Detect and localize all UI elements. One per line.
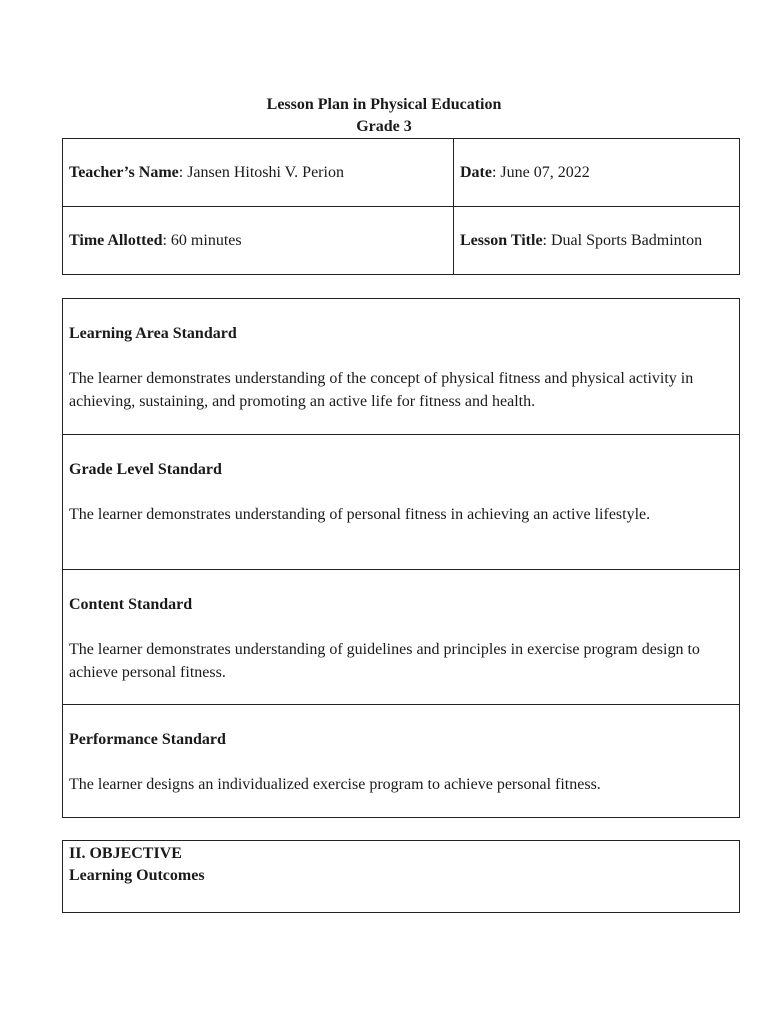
standards-table	[62, 298, 740, 818]
standard-text: The learner designs an individualized exercise program to achieve personal fitness.	[69, 776, 601, 793]
lesson-info-table	[62, 138, 740, 275]
objective-row	[63, 841, 740, 913]
standard-heading: Content Standard	[69, 596, 193, 613]
standard-row	[63, 299, 740, 435]
standard-row	[63, 435, 740, 570]
content-standard-cell	[63, 570, 740, 705]
time-allotted-label: Time Allotted	[69, 231, 163, 249]
standard-row	[63, 570, 740, 705]
date-label: Date	[460, 163, 492, 181]
standard-heading: Performance Standard	[69, 731, 226, 748]
teacher-name-cell	[63, 139, 454, 207]
learning-outcomes-heading: Learning Outcomes	[69, 867, 205, 884]
standard-row	[63, 705, 740, 818]
objective-heading: II. OBJECTIVE	[69, 845, 182, 862]
objective-cell	[63, 841, 740, 913]
standard-text: The learner demonstrates understanding of the concept of physical fitness and physical activity in achieving, sustaining, and promoting an active life for fitness and health.	[69, 370, 694, 410]
lesson-title-label: Lesson Title	[460, 231, 543, 249]
lesson-title-value: : Dual Sports Badminton	[542, 231, 703, 249]
learning-area-standard-cell	[63, 299, 740, 435]
grade-level-standard-cell	[63, 435, 740, 570]
lesson-title-cell	[454, 207, 740, 275]
time-allotted-cell	[63, 207, 454, 275]
time-allotted-value: : 60 minutes	[162, 231, 242, 249]
info-row	[63, 139, 740, 207]
grade-label: Grade 3	[356, 118, 412, 135]
teacher-name-label: Teacher’s Name	[69, 163, 179, 181]
objective-table	[62, 840, 740, 913]
teacher-name-value: : Jansen Hitoshi V. Perion	[178, 163, 344, 181]
date-value: : June 07, 2022	[491, 163, 590, 181]
info-row	[63, 207, 740, 275]
document-title: Lesson Plan in Physical Education	[266, 96, 502, 113]
standard-text: The learner demonstrates understanding of personal fitness in achieving an active lifestyle.	[69, 506, 651, 523]
standard-heading: Learning Area Standard	[69, 325, 237, 342]
standard-text: The learner demonstrates understanding of guidelines and principles in exercise program design to achieve personal fitness.	[69, 641, 700, 681]
date-cell	[454, 139, 740, 207]
performance-standard-cell	[63, 705, 740, 818]
standard-heading: Grade Level Standard	[69, 461, 222, 478]
document-title-block	[0, 94, 768, 138]
